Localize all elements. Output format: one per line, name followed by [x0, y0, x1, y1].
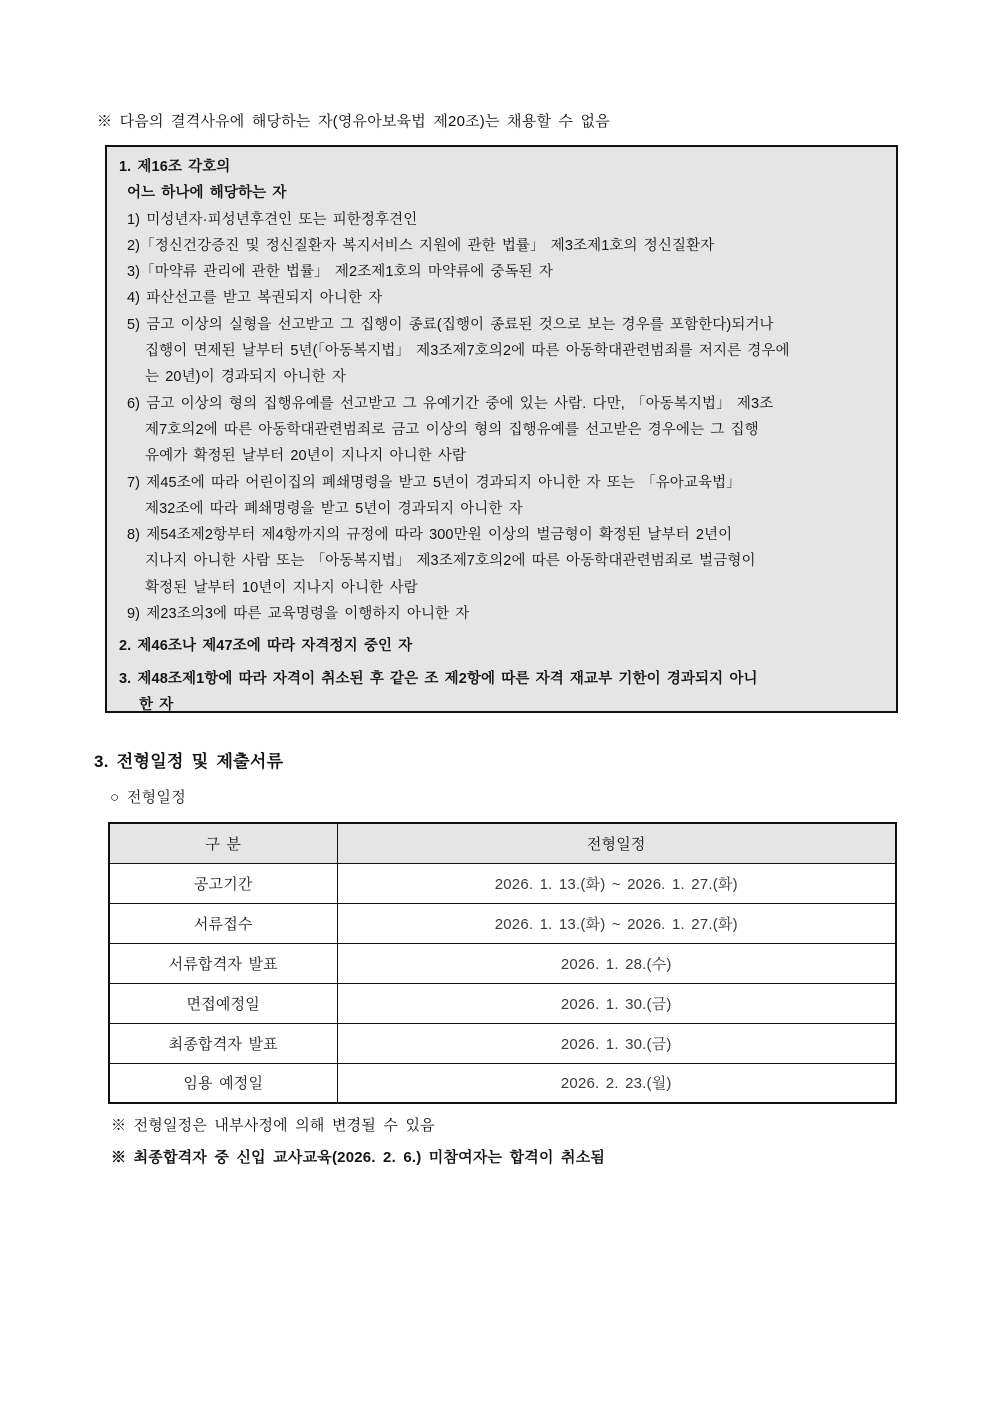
section-heading: 3. 전형일정 및 제출서류: [94, 752, 284, 771]
row-schedule: 2026. 1. 30.(금): [337, 983, 896, 1023]
row-category: 서류합격자 발표: [109, 943, 337, 983]
box-line-sub5-cont1: 집행이 면제된 날부터 5년(「아동복지법」 제3조제7호의2에 따른 아동학대관련범죄를 저지른 경우에: [145, 343, 790, 360]
box-line-sub8-cont1: 지나지 아니한 사람 또는 「아동복지법」 제3조제7호의2에 따른 아동학대관련범죄로 벌금형이: [145, 553, 756, 570]
box-line-sub7: 7) 제45조에 따라 어린이집의 폐쇄명령을 받고 5년이 경과되지 아니한 자 또는 「유아교육법」: [127, 474, 741, 491]
row-schedule: 2026. 1. 30.(금): [337, 1023, 896, 1063]
row-schedule: 2026. 1. 13.(화) ~ 2026. 1. 27.(화): [337, 863, 896, 903]
table-header-row: [109, 823, 896, 863]
box-line-sub7-cont1: 제32조에 따라 폐쇄명령을 받고 5년이 경과되지 아니한 자: [145, 500, 523, 517]
box-line-sub2: 2)「정신건강증진 및 정신질환자 복지서비스 지원에 관한 법률」 제3조제1호의 정신질환자: [127, 237, 715, 254]
schedule-table: [108, 822, 897, 1104]
category-column-header: 구 분: [109, 823, 337, 863]
box-line-item1-cont: 어느 하나에 해당하는 자: [127, 185, 287, 202]
box-line-sub8-cont2: 확정된 날부터 10년이 지나지 아니한 사람: [145, 579, 418, 596]
table-row: [109, 903, 896, 943]
row-category: 공고기간: [109, 863, 337, 903]
footnote-schedule-change: ※ 전형일정은 내부사정에 의해 변경될 수 있음: [111, 1117, 435, 1134]
box-line-sub4: 4) 파산선고를 받고 복권되지 아니한 자: [127, 290, 383, 307]
row-schedule: 2026. 1. 13.(화) ~ 2026. 1. 27.(화): [337, 903, 896, 943]
table-row: [109, 863, 896, 903]
table-row: [109, 1023, 896, 1063]
disqualification-criteria-box: [105, 145, 898, 713]
disqualification-note: ※ 다음의 결격사유에 해당하는 자(영유아보육법 제20조)는 채용할 수 없음: [97, 113, 610, 130]
box-line-sub9: 9) 제23조의3에 따른 교육명령을 이행하지 아니한 자: [127, 606, 470, 623]
footnote-training-cancellation: ※ 최종합격자 중 신입 교사교육(2026. 2. 6.) 미참여자는 합격이 취소됨: [111, 1149, 606, 1166]
box-line-item2: 2. 제46조나 제47조에 따라 자격정지 중인 자: [119, 638, 413, 655]
box-line-sub6: 6) 금고 이상의 형의 집행유예를 선고받고 그 유예기간 중에 있는 사람. 다만, 「아동복지법」 제3조: [127, 395, 774, 412]
table-row: [109, 943, 896, 983]
box-line-sub6-cont1: 제7호의2에 따른 아동학대관련범죄로 금고 이상의 형의 집행유예를 선고받은 경우에는 그 집행: [145, 421, 759, 438]
box-line-sub1: 1) 미성년자·피성년후견인 또는 피한정후견인: [127, 211, 418, 228]
box-line-sub8: 8) 제54조제2항부터 제4항까지의 규정에 따라 300만원 이상의 벌금형이 확정된 날부터 2년이: [127, 527, 733, 544]
table-row: [109, 983, 896, 1023]
box-line-sub5: 5) 금고 이상의 실형을 선고받고 그 집행이 종료(집행이 종료된 것으로 보는 경우를 포함한다)되거나: [127, 316, 774, 333]
subsection-heading-schedule: ○ 전형일정: [110, 789, 186, 806]
box-line-sub6-cont2: 유예가 확정된 날부터 20년이 지나지 아니한 사람: [145, 448, 467, 465]
schedule-column-header: 전형일정: [337, 823, 896, 863]
row-category: 서류접수: [109, 903, 337, 943]
row-category: 임용 예정일: [109, 1063, 337, 1103]
box-line-item3: 3. 제48조제1항에 따라 자격이 취소된 후 같은 조 제2항에 따른 자격 재교부 기한이 경과되지 아니: [119, 670, 758, 687]
box-line-sub3: 3)「마약류 관리에 관한 법률」 제2조제1호의 마약류에 중독된 자: [127, 264, 553, 281]
box-line-sub5-cont2: 는 20년)이 경과되지 아니한 자: [145, 369, 346, 386]
box-line-item1: 1. 제16조 각호의: [119, 159, 231, 175]
row-schedule: 2026. 2. 23.(월): [337, 1063, 896, 1103]
row-category: 최종합격자 발표: [109, 1023, 337, 1063]
table-row: [109, 1063, 896, 1103]
row-category: 면접예정일: [109, 983, 337, 1023]
row-schedule: 2026. 1. 28.(수): [337, 943, 896, 983]
box-line-item3-cont: 한 자: [139, 696, 174, 713]
